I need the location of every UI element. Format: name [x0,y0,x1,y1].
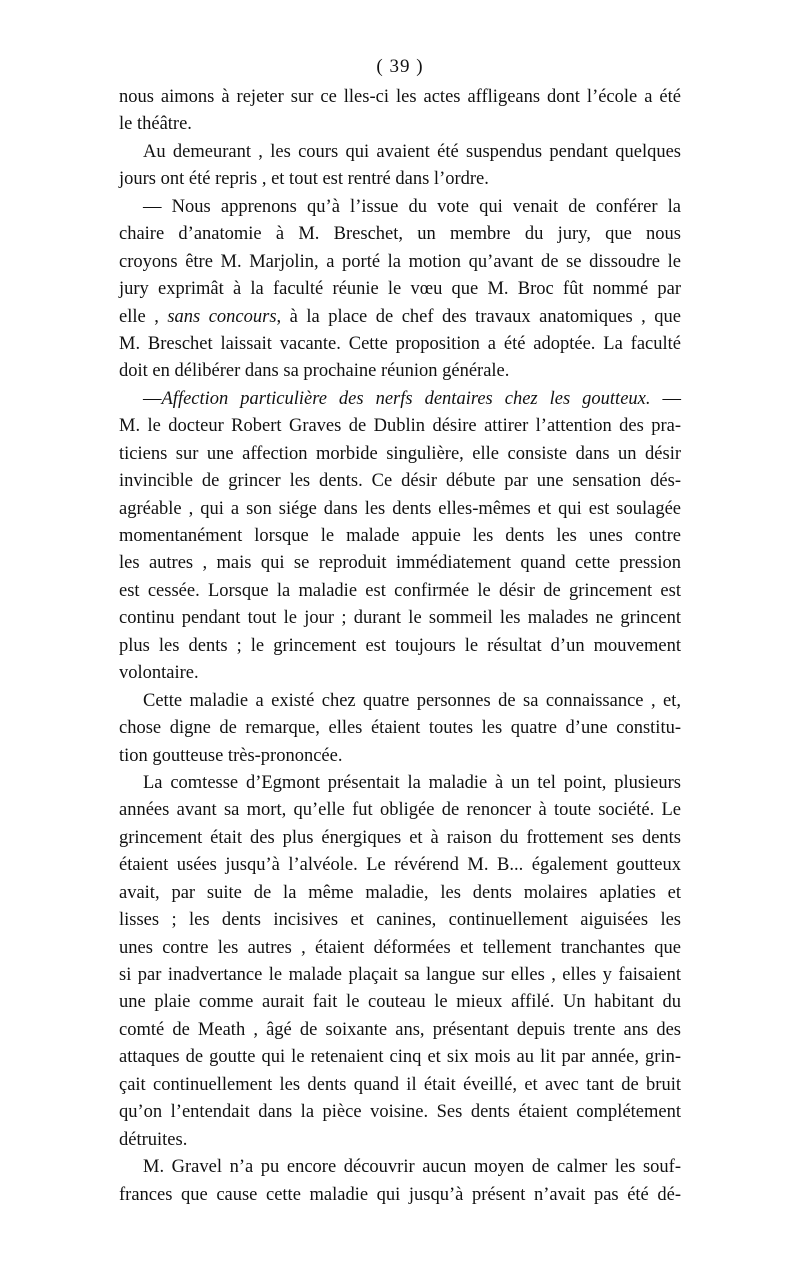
text-line: La comtesse d’Egmont présentait la maladie à un tel point, plusieurs [143,772,681,793]
text-line: volontaire. [119,663,199,684]
text-line: étaient usées jusqu’à l’alvéole. Le révérend M. B... également goutteux [119,855,681,876]
text-line: une plaie comme aurait fait le couteau le mieux affilé. Un habitant du [119,992,681,1013]
page-number: ( 39 ) [376,56,424,77]
text-line: plus les dents ; le grincement est toujours le résultat d’un mouvement [119,635,681,656]
text-line: continu pendant tout le jour ; durant le sommeil les malades ne grincent [119,608,681,629]
text-line [119,304,681,331]
text-line: M. le docteur Robert Graves de Dublin désire attirer l’attention des pra- [119,416,681,437]
text-line: les autres , mais qui se reproduit immédiatement quand cette pression [119,553,681,574]
text-line: tion goutteuse très-prononcée. [119,745,343,766]
text-line: — Nous apprenons qu’à l’issue du vote qui venait de conférer la [143,196,681,217]
text-line: grincement était des plus énergiques et à raison du frottement ses dents [119,827,681,848]
text-line: jury exprimât à la faculté réunie le vœu que M. Broc fût nommé par [119,279,681,300]
text-span: , à la place de chef des travaux anatomiques , que [276,306,681,327]
text-line: si par inadvertance le malade plaçait sa langue sur elles , elles y faisaient [119,965,681,985]
text-line: est cessée. Lorsque la maladie est confirmée le désir de grincement est [119,580,681,601]
text-line: lisses ; les dents incisives et canines, continuellement aiguisées les [119,910,681,931]
text-line: momentanément lorsque le malade appuie les dents les unes contre [119,526,681,546]
text-line [119,386,681,413]
text-line: Cette maladie a existé chez quatre personnes de sa connaissance , et, [143,690,681,711]
italic-text: Affection particulière des nerfs dentaires chez les goutteux. [161,388,651,409]
text-span: elle , [119,306,168,327]
text-span: — [650,388,681,409]
text-line: M. Breschet laissait vacante. Cette proposition a été adoptée. La faculté [119,333,681,354]
text-line: comté de Meath , âgé de soixante ans, présentant depuis trente ans des [119,1019,681,1040]
text-line: avait, par suite de la même maladie, les dents molaires aplaties et [119,882,681,903]
text-line: le théâtre. [119,114,192,135]
italic-text: sans concours [167,306,277,327]
text-line: chose digne de remarque, elles étaient toutes les quatre d’une constitu- [119,718,681,739]
text-line: croyons être M. Marjolin, a porté la motion qu’avant de se dissoudre le [119,251,681,272]
text-line: détruites. [119,1129,188,1150]
text-line: ticiens sur une affection morbide singulière, elle consiste dans un désir [119,443,681,464]
text-line: attaques de goutte qui le retenaient cinq et six mois au lit par année, grin- [119,1047,681,1068]
text-line: jours ont été repris , et tout est rentré dans l’ordre. [119,169,489,190]
text-line: Au demeurant , les cours qui avaient été suspendus pendant quelques [143,141,681,162]
text-line: chaire d’anatomie à M. Breschet, un membre du jury, que nous [119,224,681,245]
text-line: frances que cause cette maladie qui jusqu’à présent n’avait pas été dé- [119,1184,681,1205]
text-line: invincible de grincer les dents. Ce désir débute par une sensation dés- [119,471,681,492]
text-line: années avant sa mort, qu’elle fut obligée de renoncer à toute société. Le [119,800,681,821]
text-line: agréable , qui a son siége dans les dents elles-mêmes et qui est soulagée [119,498,681,519]
body-text [119,84,681,1209]
text-line: çait continuellement les dents quand il était éveillé, et avec tant de bruit [119,1074,681,1095]
text-line: qu’on l’entendait dans la pièce voisine. Ses dents étaient complétement [119,1102,681,1123]
text-line: nous aimons à rejeter sur ce lles-ci les actes affligeans dont l’école a été [119,87,681,107]
text-span: — [143,388,162,409]
text-line: doit en délibérer dans sa prochaine réunion générale. [119,361,510,382]
text-line: M. Gravel n’a pu encore découvrir aucun moyen de calmer les souf- [143,1157,681,1178]
text-line: unes contre les autres , étaient déformées et tellement tranchantes que [119,937,681,958]
